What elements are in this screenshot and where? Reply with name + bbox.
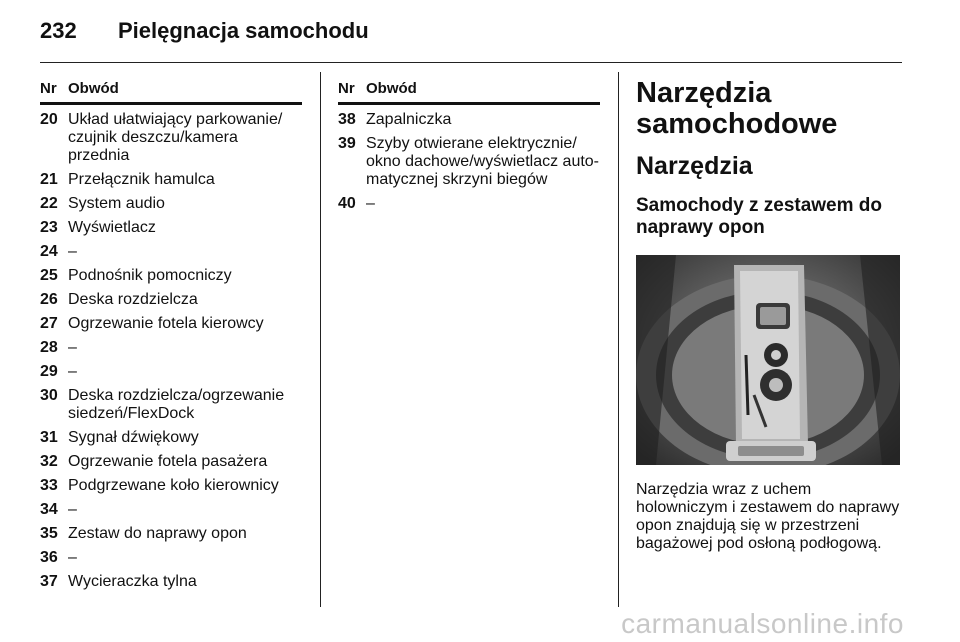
table-row bbox=[338, 111, 600, 129]
fuse-number: 39 bbox=[338, 135, 356, 152]
fuse-number: 38 bbox=[338, 111, 356, 128]
fuse-number: 32 bbox=[40, 453, 58, 470]
circuit-name: – bbox=[68, 549, 77, 566]
tools-description: Narzędzia wraz z uchem holowniczym i zestawem do naprawy opon znajdują się w przestrzeni bagażowej pod osłoną podłogową. bbox=[636, 481, 900, 552]
circuit-name: – bbox=[68, 363, 77, 380]
table-row bbox=[40, 477, 302, 495]
table-body bbox=[40, 111, 302, 591]
circuit-name: Ogrzewanie fotela pasażera bbox=[68, 453, 268, 470]
circuit-name: System audio bbox=[68, 195, 165, 212]
fuse-number: 40 bbox=[338, 195, 356, 212]
fuse-number: 30 bbox=[40, 387, 58, 404]
table-row bbox=[40, 525, 302, 543]
fuse-table-left bbox=[40, 80, 302, 591]
trunk-tools-photo bbox=[636, 255, 900, 465]
column-divider bbox=[320, 72, 321, 607]
fuse-number: 27 bbox=[40, 315, 58, 332]
table-row bbox=[40, 195, 302, 213]
fuse-number: 28 bbox=[40, 339, 58, 356]
fuse-number: 24 bbox=[40, 243, 58, 260]
circuit-name: Zapalniczka bbox=[366, 111, 452, 128]
table-row bbox=[40, 363, 302, 381]
circuit-name: – bbox=[68, 339, 77, 356]
subsection-heading: Narzędzia bbox=[636, 152, 753, 180]
table-row bbox=[40, 171, 302, 189]
table-row bbox=[40, 267, 302, 285]
fuse-number: 25 bbox=[40, 267, 58, 284]
section-heading: Narzędzia samochodowe bbox=[636, 77, 838, 140]
circuit-name: Sygnał dźwiękowy bbox=[68, 429, 199, 446]
circuit-name: Podnośnik pomocniczy bbox=[68, 267, 232, 284]
table-row bbox=[338, 195, 600, 213]
table-header bbox=[40, 80, 302, 105]
column-header-circuit: Obwód bbox=[68, 80, 119, 97]
column-header-nr: Nr bbox=[338, 80, 355, 97]
circuit-name: Deska rozdzielcza bbox=[68, 291, 198, 308]
fuse-number: 37 bbox=[40, 573, 58, 590]
fuse-table-right bbox=[338, 80, 600, 213]
table-row bbox=[40, 243, 302, 261]
table-row bbox=[40, 339, 302, 357]
sub-subsection-heading: Samochody z zestawem do naprawy opon bbox=[636, 195, 883, 238]
table-row bbox=[40, 111, 302, 165]
fuse-number: 34 bbox=[40, 501, 58, 518]
table-row bbox=[338, 135, 600, 189]
fuse-number: 26 bbox=[40, 291, 58, 308]
circuit-name: – bbox=[68, 243, 77, 260]
page-number: 232 bbox=[40, 18, 77, 43]
table-row bbox=[40, 315, 302, 333]
table-row bbox=[40, 291, 302, 309]
circuit-name: Ogrzewanie fotela kierowcy bbox=[68, 315, 264, 332]
circuit-name: Podgrzewane koło kierownicy bbox=[68, 477, 279, 494]
fuse-number: 36 bbox=[40, 549, 58, 566]
page-title: Pielęgnacja samochodu bbox=[118, 18, 369, 43]
header-rule bbox=[40, 62, 902, 63]
circuit-name: Układ ułatwiający parkowanie/ czujnik deszczu/kamera przednia bbox=[68, 111, 283, 164]
tools-section bbox=[636, 78, 902, 553]
table-row bbox=[40, 549, 302, 567]
fuse-number: 20 bbox=[40, 111, 58, 128]
circuit-name: – bbox=[366, 195, 375, 212]
table-body bbox=[338, 111, 600, 213]
table-row bbox=[40, 387, 302, 423]
watermark: carmanualsonline.info bbox=[621, 608, 904, 639]
circuit-name: Zestaw do naprawy opon bbox=[68, 525, 247, 542]
circuit-name: Szyby otwierane elektrycznie/ okno dachowe/wyświetlacz auto- matycznej skrzyni biegów bbox=[366, 135, 600, 188]
table-row bbox=[40, 501, 302, 519]
fuse-number: 31 bbox=[40, 429, 58, 446]
column-header-nr: Nr bbox=[40, 80, 57, 97]
table-row bbox=[40, 429, 302, 447]
spare-well-illustration bbox=[636, 255, 900, 465]
fuse-number: 35 bbox=[40, 525, 58, 542]
fuse-number: 33 bbox=[40, 477, 58, 494]
fuse-number: 23 bbox=[40, 219, 58, 236]
column-header-circuit: Obwód bbox=[366, 80, 417, 97]
fuse-number: 22 bbox=[40, 195, 58, 212]
table-row bbox=[40, 573, 302, 591]
circuit-name: – bbox=[68, 501, 77, 518]
circuit-name: Przełącznik hamulca bbox=[68, 171, 215, 188]
table-header bbox=[338, 80, 600, 105]
column-divider bbox=[618, 72, 619, 607]
circuit-name: Wyświetlacz bbox=[68, 219, 156, 236]
table-row bbox=[40, 453, 302, 471]
circuit-name: Deska rozdzielcza/ogrzewanie siedzeń/FlexDock bbox=[68, 387, 285, 422]
table-row bbox=[40, 219, 302, 237]
circuit-name: Wycieraczka tylna bbox=[68, 573, 197, 590]
fuse-number: 21 bbox=[40, 171, 58, 188]
page-header bbox=[40, 18, 369, 44]
fuse-number: 29 bbox=[40, 363, 58, 380]
